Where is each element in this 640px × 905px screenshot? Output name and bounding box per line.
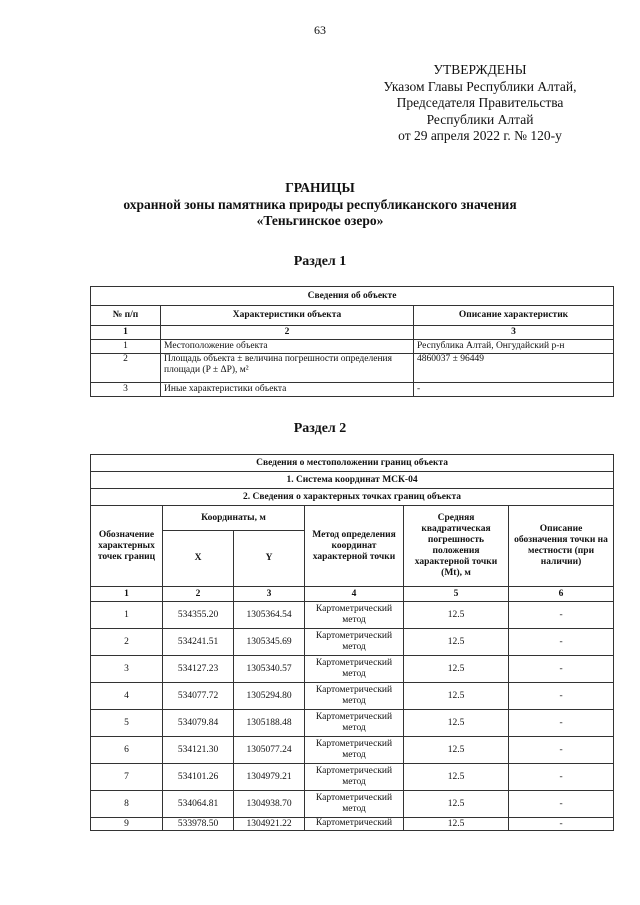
- cell-x: 534101.26: [163, 764, 234, 791]
- table-row: [91, 683, 614, 710]
- table-row: [91, 383, 614, 397]
- table-row: [91, 602, 614, 629]
- cell-x: 534127.23: [163, 656, 234, 683]
- table-subtitle: 2. Сведения о характерных точках границ объекта: [91, 489, 614, 506]
- table-row: [91, 629, 614, 656]
- title-line: ГРАНИЦЫ: [285, 180, 355, 195]
- cell-point-id: 8: [91, 791, 163, 818]
- cell-characteristic: Местоположение объекта: [161, 340, 414, 354]
- cell-x: 534077.72: [163, 683, 234, 710]
- table-row: [91, 764, 614, 791]
- cell-point-id: 7: [91, 764, 163, 791]
- cell-n: 1: [91, 340, 161, 354]
- table-row: [91, 354, 614, 383]
- cell-desc: -: [509, 629, 614, 656]
- table-row: [91, 818, 614, 831]
- approval-line: Республики Алтай: [426, 111, 534, 127]
- cell-method: Картометрический метод: [305, 656, 404, 683]
- col-number: 4: [305, 587, 404, 602]
- cell-point-id: 4: [91, 683, 163, 710]
- cell-characteristic: Площадь объекта ± величина погрешности определения площади (P ± ΔP), м²: [161, 354, 414, 383]
- cell-description: Республика Алтай, Онгудайский р-н: [414, 340, 614, 354]
- cell-mt: 12.5: [404, 764, 509, 791]
- cell-x: 534121.30: [163, 737, 234, 764]
- cell-description: -: [414, 383, 614, 397]
- cell-method: Картометрический метод: [305, 710, 404, 737]
- cell-n: 3: [91, 383, 161, 397]
- table-row: [91, 737, 614, 764]
- coordinate-system: 1. Система координат МСК-04: [91, 472, 614, 489]
- cell-mt: 12.5: [404, 683, 509, 710]
- page-number: 63: [314, 23, 326, 37]
- approval-line: Указом Главы Республики Алтай,: [383, 78, 577, 94]
- cell-desc: -: [509, 656, 614, 683]
- table-title: Сведения об объекте: [91, 287, 614, 306]
- cell-mt: 12.5: [404, 710, 509, 737]
- cell-x: 533978.50: [163, 818, 234, 831]
- cell-point-id: 3: [91, 656, 163, 683]
- points-body: [91, 602, 614, 831]
- approval-line: УТВЕРЖДЕНЫ: [433, 62, 527, 77]
- cell-point-id: 6: [91, 737, 163, 764]
- col-header: Характеристики объекта: [161, 306, 414, 326]
- col-number: 3: [234, 587, 305, 602]
- col-number: 3: [414, 326, 614, 340]
- boundary-points-table: [90, 454, 614, 831]
- cell-desc: -: [509, 791, 614, 818]
- cell-desc: -: [509, 818, 614, 831]
- header-error: Средняя квадратическая погрешность положения характерной точки (Mt), м: [404, 506, 509, 587]
- cell-mt: 12.5: [404, 656, 509, 683]
- col-number: 1: [91, 326, 161, 340]
- cell-characteristic: Иные характеристики объекта: [161, 383, 414, 397]
- cell-x: 534079.84: [163, 710, 234, 737]
- cell-x: 534355.20: [163, 602, 234, 629]
- section1-heading: Раздел 1: [293, 254, 347, 269]
- cell-desc: -: [509, 764, 614, 791]
- cell-point-id: 5: [91, 710, 163, 737]
- cell-method: Картометрический метод: [305, 629, 404, 656]
- cell-desc: -: [509, 737, 614, 764]
- header-method: Метод определения координат характерной точки: [305, 506, 404, 587]
- cell-method: Картометрический метод: [305, 791, 404, 818]
- approval-line: Председателя Правительства: [396, 95, 564, 110]
- cell-y: 1304979.21: [234, 764, 305, 791]
- cell-point-id: 2: [91, 629, 163, 656]
- header-y: Y: [234, 531, 305, 587]
- cell-y: 1305077.24: [234, 737, 305, 764]
- cell-x: 534241.51: [163, 629, 234, 656]
- section2-heading: Раздел 2: [293, 421, 347, 436]
- col-header: Описание характеристик: [414, 306, 614, 326]
- cell-n: 2: [91, 354, 161, 383]
- cell-method: Картометрический метод: [305, 737, 404, 764]
- cell-method: Картометрический: [305, 818, 404, 831]
- cell-x: 534064.81: [163, 791, 234, 818]
- table-row: [91, 791, 614, 818]
- cell-y: 1304921.22: [234, 818, 305, 831]
- header-point: Обозначение характерных точек границ: [91, 506, 163, 587]
- cell-method: Картометрический метод: [305, 683, 404, 710]
- approval-line: от 29 апреля 2022 г. № 120-у: [398, 128, 562, 143]
- col-number: 5: [404, 587, 509, 602]
- cell-point-id: 9: [91, 818, 163, 831]
- col-header: № п/п: [91, 306, 161, 326]
- table-row: [91, 340, 614, 354]
- col-number: 1: [91, 587, 163, 602]
- table-row: [91, 656, 614, 683]
- table-title: Сведения о местоположении границ объекта: [91, 455, 614, 472]
- cell-y: 1305188.48: [234, 710, 305, 737]
- header-x: X: [163, 531, 234, 587]
- col-number: 2: [161, 326, 414, 340]
- title-line: охранной зоны памятника природы республиканского значения: [123, 196, 517, 212]
- cell-desc: -: [509, 602, 614, 629]
- cell-y: 1304938.70: [234, 791, 305, 818]
- header-description: Описание обозначения точки на местности (при наличии): [509, 506, 614, 587]
- object-info-table: [90, 286, 614, 397]
- cell-mt: 12.5: [404, 629, 509, 656]
- cell-mt: 12.5: [404, 791, 509, 818]
- cell-description: 4860037 ± 96449: [414, 354, 614, 383]
- cell-y: 1305294.80: [234, 683, 305, 710]
- header-coords: Координаты, м: [163, 506, 305, 531]
- table-row: [91, 710, 614, 737]
- title-line: «Теньгинское озеро»: [256, 213, 384, 228]
- document-title: [0, 180, 640, 230]
- cell-y: 1305364.54: [234, 602, 305, 629]
- cell-mt: 12.5: [404, 818, 509, 831]
- cell-desc: -: [509, 683, 614, 710]
- cell-mt: 12.5: [404, 602, 509, 629]
- cell-mt: 12.5: [404, 737, 509, 764]
- cell-desc: -: [509, 710, 614, 737]
- col-number: 2: [163, 587, 234, 602]
- cell-method: Картометрический метод: [305, 602, 404, 629]
- cell-y: 1305340.57: [234, 656, 305, 683]
- cell-y: 1305345.69: [234, 629, 305, 656]
- col-number: 6: [509, 587, 614, 602]
- cell-point-id: 1: [91, 602, 163, 629]
- cell-method: Картометрический метод: [305, 764, 404, 791]
- approval-block: [330, 62, 630, 145]
